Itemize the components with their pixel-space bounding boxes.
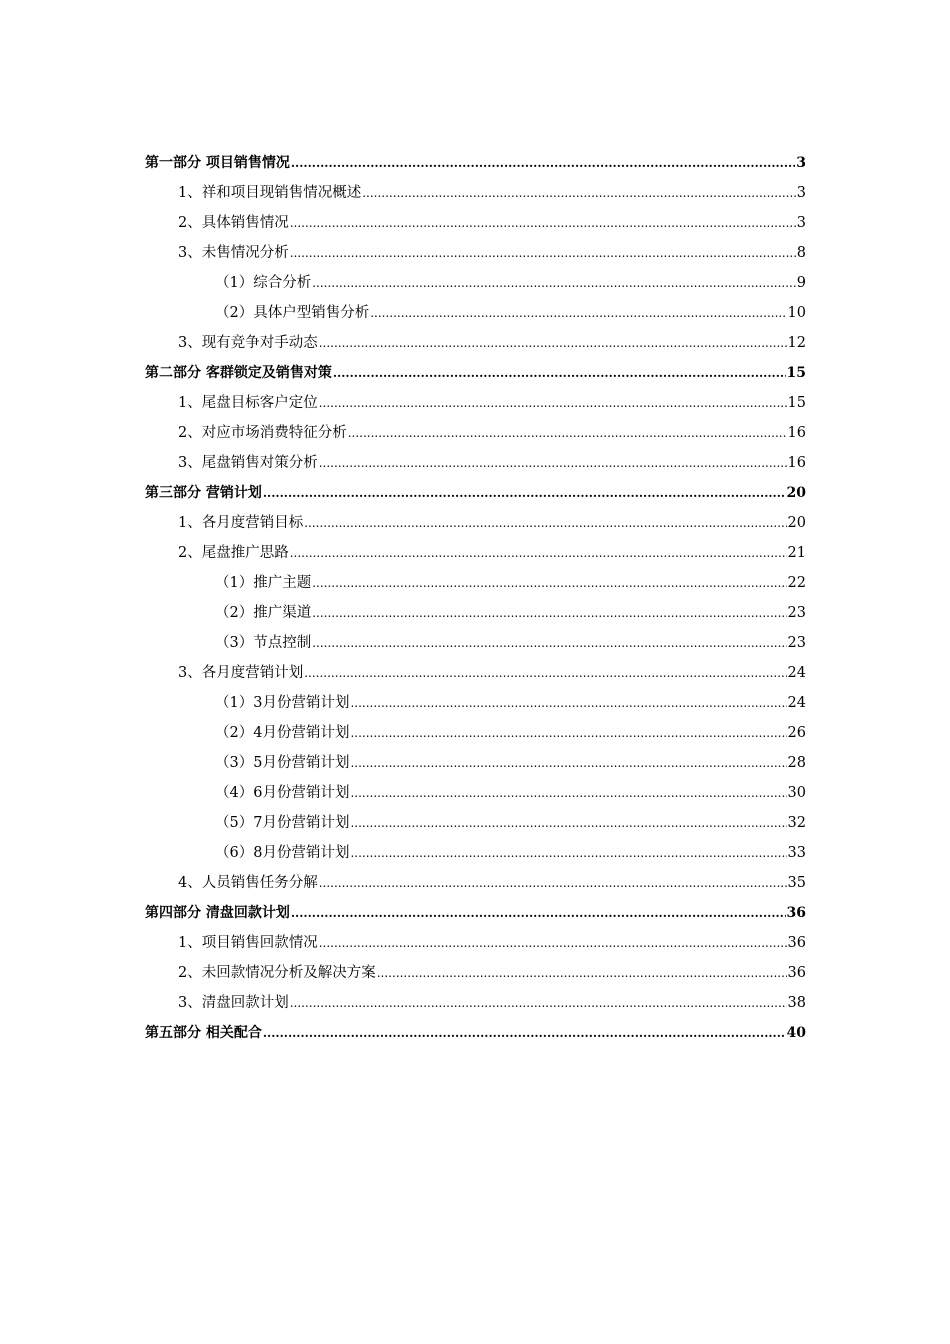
toc-page-number: 3: [796, 185, 806, 201]
toc-entry-title: 第四部分 清盘回款计划: [145, 905, 290, 921]
toc-subsection-entry[interactable]: [145, 748, 806, 778]
toc-entry-title: （4）6月份营销计划: [215, 785, 350, 801]
toc-dot-leader: [290, 238, 796, 268]
toc-subsection-entry[interactable]: [145, 778, 806, 808]
toc-page-number: 10: [787, 305, 806, 321]
toc-dot-leader: [350, 748, 786, 778]
toc-page-number: 20: [787, 515, 806, 531]
toc-section-entry[interactable]: [145, 418, 806, 448]
toc-page-number: 24: [787, 695, 806, 711]
toc-section-entry[interactable]: [145, 658, 806, 688]
toc-entry-title: （2）4月份营销计划: [215, 725, 350, 741]
toc-dot-leader: [350, 838, 786, 868]
toc-section-entry[interactable]: [145, 178, 806, 208]
toc-part-heading[interactable]: [145, 358, 806, 388]
toc-entry-title: 3、现有竞争对手动态: [178, 335, 318, 351]
toc-entry-title: 1、尾盘目标客户定位: [178, 395, 318, 411]
toc-dot-leader: [370, 298, 786, 328]
toc-page-number: 35: [787, 875, 806, 891]
toc-entry-title: （1）推广主题: [215, 575, 312, 591]
toc-page-number: 12: [787, 335, 806, 351]
toc-section-entry[interactable]: [145, 388, 806, 418]
toc-dot-leader: [263, 478, 786, 508]
toc-page-number: 15: [786, 365, 806, 381]
toc-page-number: 36: [787, 935, 806, 951]
toc-page-number: 22: [787, 575, 806, 591]
toc-section-entry[interactable]: [145, 538, 806, 568]
toc-entry-title: （3）节点控制: [215, 635, 312, 651]
toc-dot-leader: [333, 358, 786, 388]
toc-subsection-entry[interactable]: [145, 268, 806, 298]
toc-section-entry[interactable]: [145, 928, 806, 958]
toc-dot-leader: [304, 508, 786, 538]
toc-entry-title: （1）综合分析: [215, 275, 312, 291]
toc-page-number: 16: [787, 425, 806, 441]
toc-dot-leader: [263, 1018, 786, 1048]
toc-section-entry[interactable]: [145, 868, 806, 898]
toc-page-number: 33: [787, 845, 806, 861]
toc-dot-leader: [312, 568, 786, 598]
toc-subsection-entry[interactable]: [145, 718, 806, 748]
toc-page-number: 26: [787, 725, 806, 741]
toc-dot-leader: [319, 448, 787, 478]
toc-dot-leader: [290, 988, 787, 1018]
toc-dot-leader: [350, 778, 786, 808]
table-of-contents: [145, 148, 806, 1048]
toc-page-number: 9: [796, 275, 806, 291]
toc-dot-leader: [319, 328, 787, 358]
toc-dot-leader: [312, 268, 796, 298]
toc-entry-title: （3）5月份营销计划: [215, 755, 350, 771]
toc-entry-title: （1）3月份营销计划: [215, 695, 350, 711]
toc-entry-title: 1、祥和项目现销售情况概述: [178, 185, 362, 201]
toc-subsection-entry[interactable]: [145, 298, 806, 328]
toc-entry-title: 第二部分 客群锁定及销售对策: [145, 365, 332, 381]
toc-entry-title: 第三部分 营销计划: [145, 485, 262, 501]
toc-page-number: 32: [787, 815, 806, 831]
toc-subsection-entry[interactable]: [145, 568, 806, 598]
toc-entry-title: 3、各月度营销计划: [178, 665, 304, 681]
toc-section-entry[interactable]: [145, 208, 806, 238]
toc-page-number: 38: [787, 995, 806, 1011]
toc-entry-title: （2）推广渠道: [215, 605, 312, 621]
toc-page-number: 40: [786, 1025, 806, 1041]
toc-page-number: 24: [787, 665, 806, 681]
toc-entry-title: 1、各月度营销目标: [178, 515, 304, 531]
toc-entry-title: （6）8月份营销计划: [215, 845, 350, 861]
toc-entry-title: 3、未售情况分析: [178, 245, 289, 261]
toc-section-entry[interactable]: [145, 988, 806, 1018]
toc-dot-leader: [377, 958, 787, 988]
toc-entry-title: 3、清盘回款计划: [178, 995, 289, 1011]
toc-section-entry[interactable]: [145, 328, 806, 358]
toc-entry-title: （2）具体户型销售分析: [215, 305, 370, 321]
toc-page-number: 23: [787, 635, 806, 651]
toc-subsection-entry[interactable]: [145, 838, 806, 868]
toc-entry-title: 4、人员销售任务分解: [178, 875, 318, 891]
toc-page-number: 3: [796, 155, 806, 171]
toc-entry-title: 2、对应市场消费特征分析: [178, 425, 347, 441]
toc-entry-title: 3、尾盘销售对策分析: [178, 455, 318, 471]
toc-page-number: 36: [786, 905, 806, 921]
toc-section-entry[interactable]: [145, 448, 806, 478]
toc-entry-title: （5）7月份营销计划: [215, 815, 350, 831]
toc-page-number: 16: [787, 455, 806, 471]
toc-dot-leader: [304, 658, 786, 688]
toc-part-heading[interactable]: [145, 148, 806, 178]
toc-dot-leader: [319, 388, 787, 418]
toc-page-number: 30: [787, 785, 806, 801]
toc-page-number: 23: [787, 605, 806, 621]
toc-page-number: 21: [787, 545, 806, 561]
toc-dot-leader: [348, 418, 787, 448]
toc-page-number: 20: [786, 485, 806, 501]
toc-entry-title: 第五部分 相关配合: [145, 1025, 262, 1041]
toc-subsection-entry[interactable]: [145, 688, 806, 718]
toc-dot-leader: [362, 178, 796, 208]
toc-subsection-entry[interactable]: [145, 808, 806, 838]
toc-dot-leader: [312, 628, 786, 658]
toc-dot-leader: [319, 868, 787, 898]
toc-dot-leader: [319, 928, 787, 958]
toc-page-number: 36: [787, 965, 806, 981]
toc-entry-title: 2、具体销售情况: [178, 215, 289, 231]
toc-entry-title: 1、项目销售回款情况: [178, 935, 318, 951]
toc-dot-leader: [291, 898, 786, 928]
toc-entry-title: 2、未回款情况分析及解决方案: [178, 965, 376, 981]
toc-page-number: 3: [796, 215, 806, 231]
toc-section-entry[interactable]: [145, 238, 806, 268]
toc-entry-title: 2、尾盘推广思路: [178, 545, 289, 561]
toc-page-number: 15: [787, 395, 806, 411]
toc-part-heading[interactable]: [145, 898, 806, 928]
toc-part-heading[interactable]: [145, 1018, 806, 1048]
toc-page-number: 28: [787, 755, 806, 771]
toc-entry-title: 第一部分 项目销售情况: [145, 155, 290, 171]
toc-page-number: 8: [796, 245, 806, 261]
toc-dot-leader: [312, 598, 786, 628]
toc-dot-leader: [350, 688, 786, 718]
toc-dot-leader: [290, 208, 796, 238]
toc-dot-leader: [290, 538, 787, 568]
toc-subsection-entry[interactable]: [145, 598, 806, 628]
toc-dot-leader: [350, 718, 786, 748]
toc-part-heading[interactable]: [145, 478, 806, 508]
toc-dot-leader: [350, 808, 786, 838]
toc-section-entry[interactable]: [145, 958, 806, 988]
toc-subsection-entry[interactable]: [145, 628, 806, 658]
toc-section-entry[interactable]: [145, 508, 806, 538]
toc-dot-leader: [291, 148, 795, 178]
